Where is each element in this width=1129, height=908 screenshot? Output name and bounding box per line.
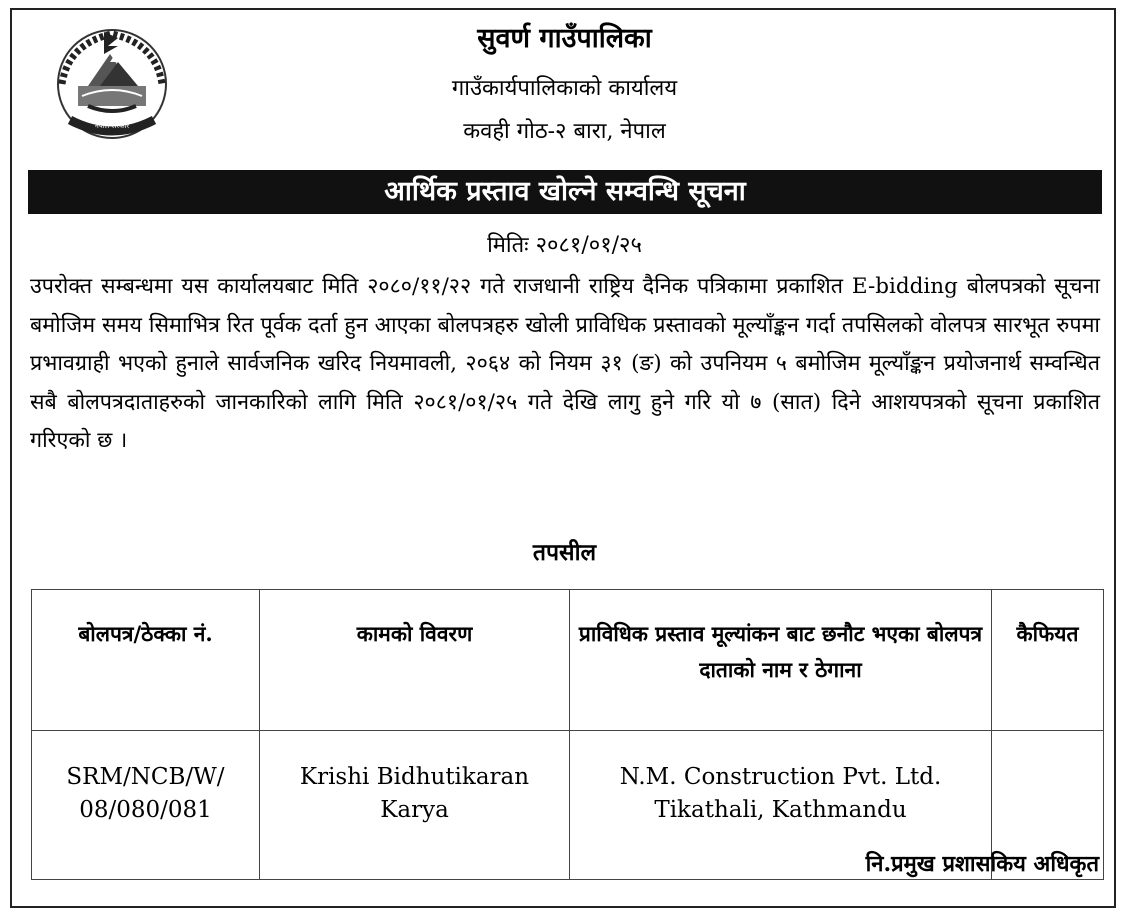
schedule-heading: तपसील bbox=[532, 539, 597, 566]
column-header-remarks: कैफियत bbox=[992, 590, 1104, 731]
column-header-description: कामको विवरण bbox=[260, 590, 570, 731]
organization-name: सुवर्ण गाउँपालिका bbox=[477, 23, 652, 54]
cell-description: Krishi Bidhutikaran Karya bbox=[260, 731, 570, 880]
svg-text:नेपाल सरकार: नेपाल सरकार bbox=[94, 122, 130, 130]
organization-address: कवही गोठ-२ बारा, नेपाल bbox=[463, 119, 666, 144]
notice-date: मितिः २०८१/०१/२५ bbox=[487, 233, 642, 258]
notice-title: आर्थिक प्रस्ताव खोल्ने सम्वन्धि सूचना bbox=[28, 170, 1102, 214]
notice-body: उपरोक्त सम्बन्धमा यस कार्यालयबाट मिति २०८०/११/२२ गते राजधानी राष्ट्रिय दैनिक पत्रिकामा प्रकाशित E-bidding बोलपत्रको सूचना बमोजिम समय सिमाभित्र रित पूर्वक दर्ता हुन आएका बोलपत्रहरु खोली प्राविधिक प्रस्तावको मूल्याँङ्कन गर्दा तपसिलको वोलपत्र सारभूत रुपमा प्रभावग्राही भएको हुनाले सार्वजनिक खरिद नियमावली, २०६४ को नियम ३१ (ङ) को उपनियम ५ बमोजिम मूल्याँङ्कन प्रयोजनार्थ सम्वन्धित सबै बोलपत्रदाताहरुको जानकारिको लागि मिति २०८१/०१/२५ गते देखि लागु हुने गरि यो ७ (सात) दिने आशयपत्रको सूचना प्रकाशित गरिएको छ । bbox=[30, 274, 1100, 453]
organization-office: गाउँकार्यपालिकाको कार्यालय bbox=[451, 76, 678, 101]
cell-contract-no: SRM/NCB/W/ 08/080/081 bbox=[32, 731, 260, 880]
signature-designation: नि.प्रमुख प्रशासकिय अधिकृत bbox=[865, 851, 1099, 877]
schedule-table bbox=[31, 589, 1104, 880]
column-header-contract-no: बोलपत्र/ठेक्का नं. bbox=[32, 590, 260, 731]
cell-bidder: N.M. Construction Pvt. Ltd. Tikathali, Kathmandu bbox=[570, 731, 992, 880]
column-header-bidder: प्राविधिक प्रस्ताव मूल्यांकन बाट छनौट भएका बोलपत्र दाताको नाम र ठेगाना bbox=[570, 590, 992, 731]
table-header-row bbox=[32, 590, 1104, 731]
